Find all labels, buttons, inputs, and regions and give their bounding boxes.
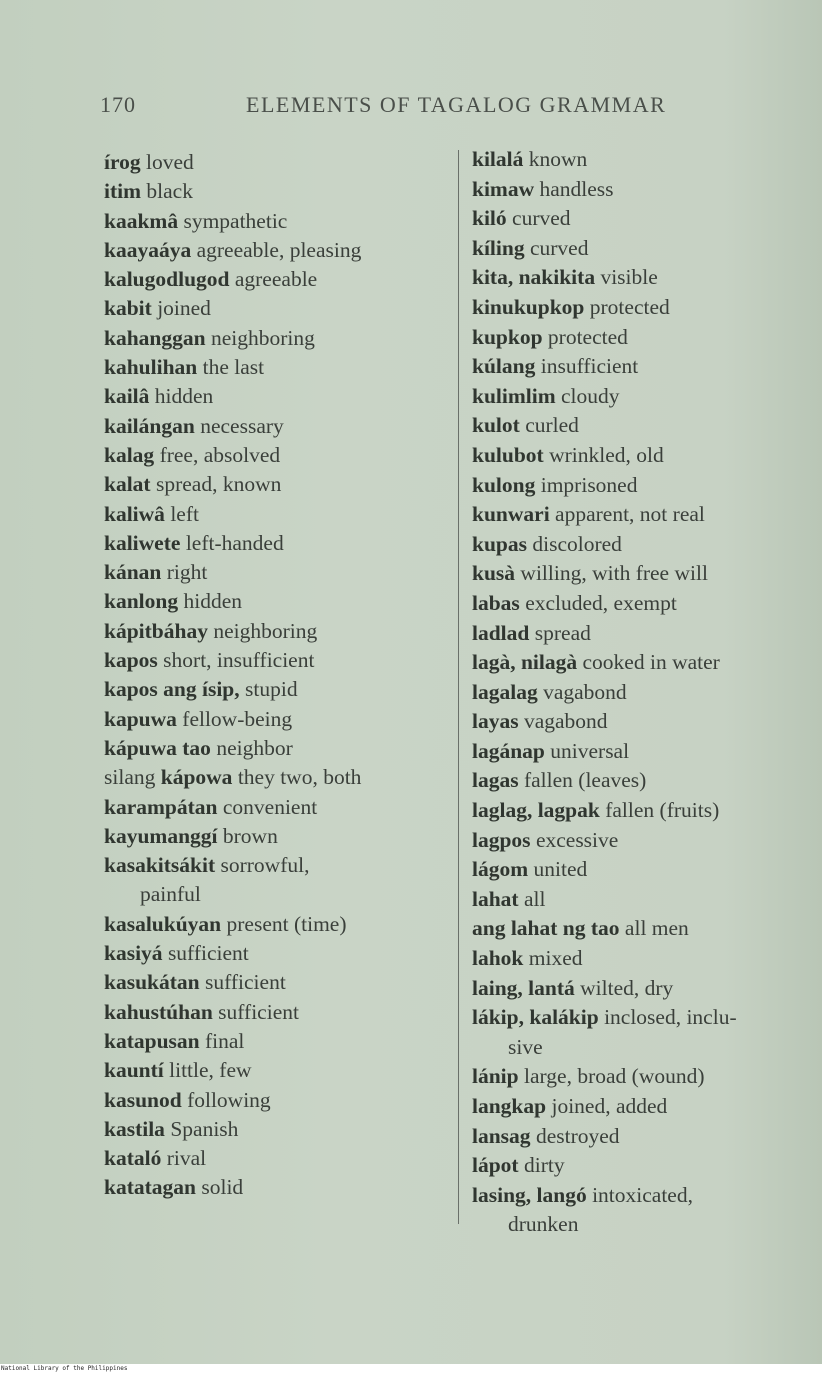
definition: wrinkled, old <box>549 442 664 467</box>
headword: kulimlim <box>472 383 556 408</box>
glossary-entry <box>472 1151 812 1181</box>
headword: kíling <box>472 235 525 260</box>
definition: hidden <box>154 384 214 409</box>
glossary-entry <box>472 1092 812 1122</box>
definition: curled <box>525 413 579 438</box>
definition: stupid <box>245 677 298 702</box>
headword: kapos <box>104 648 158 673</box>
definition: curved <box>529 235 589 260</box>
definition: fallen (leaves) <box>523 768 647 793</box>
definition: left <box>170 501 199 526</box>
glossary-entry <box>104 998 449 1027</box>
glossary-entry <box>104 1086 449 1115</box>
definition: sufficient <box>204 970 286 995</box>
definition: wilted, dry <box>580 975 674 1000</box>
definition: large, broad (wound) <box>524 1064 705 1089</box>
definition: sufficient <box>218 999 299 1024</box>
headword: kulubot <box>472 442 544 467</box>
headword: karampátan <box>104 794 218 819</box>
headword: kimaw <box>472 176 535 201</box>
glossary-entry <box>104 851 449 880</box>
glossary-entry <box>104 470 449 499</box>
definition: neighboring <box>210 325 315 350</box>
headword: kúlang <box>472 354 536 379</box>
glossary-entry <box>104 763 449 792</box>
glossary-entry <box>104 1027 449 1056</box>
headword: kaliwâ <box>104 501 165 526</box>
definition: rival <box>166 1146 207 1171</box>
glossary-entry <box>472 707 812 737</box>
glossary-entry <box>472 766 812 796</box>
headword: kusà <box>472 561 516 586</box>
headword: lahok <box>472 946 524 971</box>
glossary-entry <box>472 559 812 589</box>
glossary-entry <box>104 412 449 441</box>
definition: inclosed, inclu- <box>604 1005 737 1030</box>
glossary-entry <box>472 737 812 767</box>
definition: cloudy <box>561 383 620 408</box>
headword: kaliwete <box>104 530 181 555</box>
headword: lákip, kalákip <box>472 1005 599 1030</box>
headword: kauntí <box>104 1058 164 1083</box>
glossary-entry <box>472 1062 812 1092</box>
glossary-entry <box>472 204 812 234</box>
glossary-entry <box>104 148 449 177</box>
glossary-entry <box>472 175 812 205</box>
definition: free, absolved <box>159 442 281 467</box>
headword: kaayaáya <box>104 237 192 262</box>
definition: loved <box>146 150 194 174</box>
glossary-entry <box>104 177 449 206</box>
glossary-entry <box>104 529 449 558</box>
headword: kinukupkop <box>472 294 585 319</box>
left-column <box>104 148 449 1203</box>
definition: handless <box>539 176 614 201</box>
glossary-entry <box>472 145 812 175</box>
glossary-entry <box>472 530 812 560</box>
glossary-entry <box>104 587 449 616</box>
glossary-entry <box>472 1210 812 1240</box>
headword: kanlong <box>104 589 179 614</box>
glossary-entry <box>472 619 812 649</box>
headword: kaakmâ <box>104 208 179 233</box>
headword: lagà, nilagà <box>472 650 578 675</box>
definition: excessive <box>535 827 619 852</box>
definition: all men <box>624 916 689 941</box>
definition: black <box>146 179 193 204</box>
definition: agreeable <box>234 267 318 292</box>
headword: kasakitsákit <box>104 853 216 878</box>
headword: lagalag <box>472 679 538 704</box>
headword: lansag <box>472 1123 531 1148</box>
definition: following <box>187 1087 271 1112</box>
definition: apparent, not real <box>555 502 705 527</box>
headword: írog <box>104 150 141 174</box>
glossary-entry <box>104 880 449 909</box>
headword: kunwari <box>472 502 550 527</box>
definition: hidden <box>183 589 243 614</box>
headword: lánip <box>472 1064 519 1089</box>
glossary-entry <box>104 939 449 968</box>
headword: kalugodlugod <box>104 267 230 292</box>
glossary-entry <box>472 826 812 856</box>
definition: joined, added <box>551 1094 668 1118</box>
headword: kasunod <box>104 1087 182 1112</box>
definition: visible <box>600 265 658 290</box>
definition: sufficient <box>167 941 249 966</box>
glossary-entry <box>104 558 449 587</box>
headword: lágom <box>472 857 529 882</box>
glossary-entry <box>104 646 449 675</box>
glossary-entry <box>104 705 449 734</box>
headword: kilalá <box>472 147 524 171</box>
definition: willing, with free will <box>520 561 708 586</box>
headword: kulot <box>472 413 520 438</box>
glossary-entry <box>472 914 812 944</box>
definition: dirty <box>523 1153 565 1178</box>
definition: intoxicated, <box>592 1182 693 1207</box>
definition: they two, both <box>237 765 362 790</box>
headword: katapusan <box>104 1028 200 1053</box>
definition-continuation: painful <box>140 882 201 907</box>
library-credit: National Library of the Philippines <box>0 1364 822 1373</box>
headword: kahanggan <box>104 325 206 350</box>
headword: lagpos <box>472 827 531 852</box>
glossary-entry <box>472 323 812 353</box>
glossary-entry <box>472 382 812 412</box>
glossary-entry <box>472 234 812 264</box>
headword: katatagan <box>104 1175 196 1200</box>
definition: spread, known <box>155 472 282 497</box>
definition: vagabond <box>523 709 608 734</box>
glossary-entry <box>104 793 449 822</box>
glossary-entry <box>104 441 449 470</box>
running-title: ELEMENTS OF TAGALOG GRAMMAR <box>246 92 667 117</box>
definition: necessary <box>200 413 284 438</box>
glossary-entry <box>104 1115 449 1144</box>
headword: kalat <box>104 472 151 497</box>
glossary-entry <box>104 207 449 236</box>
headword: kataló <box>104 1146 162 1171</box>
glossary-entry <box>472 471 812 501</box>
glossary-entry <box>104 675 449 704</box>
headword: kailâ <box>104 384 150 409</box>
glossary-entry <box>472 1003 812 1033</box>
definition: neighbor <box>216 735 293 760</box>
headword: kápuwa tao <box>104 735 211 760</box>
definition: joined <box>157 296 211 321</box>
headword: kasalukúyan <box>104 911 222 936</box>
definition: solid <box>201 1175 244 1200</box>
glossary-entry <box>104 1173 449 1202</box>
definition: present (time) <box>226 911 347 936</box>
glossary-entry <box>472 796 812 826</box>
headword: kánan <box>104 560 162 585</box>
glossary-entry <box>472 885 812 915</box>
glossary-entry <box>104 734 449 763</box>
definition-continuation: drunken <box>508 1212 579 1237</box>
headword: itim <box>104 179 142 204</box>
headword: kulong <box>472 472 536 497</box>
glossary-entry <box>104 617 449 646</box>
glossary-entry <box>472 648 812 678</box>
headword: kahulihan <box>104 355 198 380</box>
glossary-entry <box>472 678 812 708</box>
definition: discolored <box>532 531 622 556</box>
definition: little, few <box>169 1058 252 1083</box>
definition: right <box>166 560 208 585</box>
headword: ladlad <box>472 620 530 645</box>
headword: kabit <box>104 296 152 321</box>
glossary-entry <box>472 1181 812 1211</box>
glossary-entry <box>104 236 449 265</box>
glossary-entry <box>472 1033 812 1063</box>
definition: sympathetic <box>183 208 288 233</box>
glossary-entry <box>472 1122 812 1152</box>
glossary-entry <box>472 589 812 619</box>
headword: lagas <box>472 768 519 793</box>
column-divider <box>458 150 459 1224</box>
headword: lagánap <box>472 738 545 763</box>
glossary-entry <box>472 855 812 885</box>
definition: excluded, exempt <box>525 590 677 615</box>
definition: protected <box>547 324 628 349</box>
headword: kailángan <box>104 413 195 438</box>
definition: the last <box>202 355 265 380</box>
headword: kasukátan <box>104 970 200 995</box>
definition: brown <box>222 823 278 848</box>
headword: lahat <box>472 886 519 911</box>
headword: langkap <box>472 1094 547 1118</box>
headword: lápot <box>472 1153 519 1178</box>
headword: laglag, lagpak <box>472 798 600 823</box>
definition: neighboring <box>213 618 318 643</box>
definition: cooked in water <box>582 650 720 675</box>
glossary-entry <box>104 1056 449 1085</box>
glossary-entry <box>104 1144 449 1173</box>
headword: kapuwa <box>104 706 177 731</box>
glossary-entry <box>104 968 449 997</box>
glossary-entry <box>472 974 812 1004</box>
definition: convenient <box>222 794 318 819</box>
glossary-entry <box>104 500 449 529</box>
glossary-entry <box>472 500 812 530</box>
headword: kastila <box>104 1116 165 1141</box>
definition: insufficient <box>540 354 639 379</box>
definition: agreeable, pleasing <box>196 237 362 262</box>
definition: protected <box>589 294 670 319</box>
glossary-entry <box>104 324 449 353</box>
glossary-entry <box>472 944 812 974</box>
headword: ang lahat ng tao <box>472 916 620 941</box>
headword: kápitbáhay <box>104 618 208 643</box>
definition: vagabond <box>543 679 627 704</box>
definition: curved <box>512 206 571 231</box>
headword: kupas <box>472 531 527 556</box>
glossary-entry <box>472 352 812 382</box>
headword: lasing, langó <box>472 1182 587 1207</box>
glossary-entry <box>472 441 812 471</box>
page-number: 170 <box>100 92 136 117</box>
definition: Spanish <box>170 1116 239 1141</box>
glossary-entry <box>472 263 812 293</box>
definition-continuation: sive <box>508 1034 543 1059</box>
headword: kapos ang ísip, <box>104 677 240 702</box>
headword: layas <box>472 709 519 734</box>
headword: kalag <box>104 442 155 467</box>
glossary-entry <box>472 411 812 441</box>
headword: kasiyá <box>104 941 163 966</box>
definition: known <box>528 147 588 171</box>
right-column <box>472 145 812 1240</box>
definition: fellow-being <box>182 706 293 731</box>
definition: united <box>533 857 588 882</box>
definition: universal <box>550 738 630 763</box>
definition: short, insufficient <box>163 648 315 673</box>
definition: sorrowful, <box>220 853 310 878</box>
headword: laing, lantá <box>472 975 575 1000</box>
glossary-entry <box>104 382 449 411</box>
glossary-entry <box>472 293 812 323</box>
glossary-entry <box>104 265 449 294</box>
headword: kiló <box>472 206 507 231</box>
headword: kupkop <box>472 324 543 349</box>
prefix-word: silang <box>104 765 156 790</box>
definition: mixed <box>528 946 583 971</box>
definition: fallen (fruits) <box>605 798 720 823</box>
glossary-entry <box>104 353 449 382</box>
headword: kayumanggí <box>104 823 218 848</box>
definition: left-handed <box>185 530 284 555</box>
definition: imprisoned <box>540 472 638 497</box>
glossary-entry <box>104 294 449 323</box>
glossary-entry <box>104 822 449 851</box>
definition: final <box>204 1028 245 1053</box>
headword: kápowa <box>160 765 233 790</box>
definition: spread <box>534 620 591 645</box>
glossary-entry <box>104 910 449 939</box>
definition: all <box>523 886 546 911</box>
headword: kahustúhan <box>104 999 213 1024</box>
headword: labas <box>472 590 520 615</box>
definition: destroyed <box>535 1123 620 1148</box>
headword: kita, nakikita <box>472 265 596 290</box>
